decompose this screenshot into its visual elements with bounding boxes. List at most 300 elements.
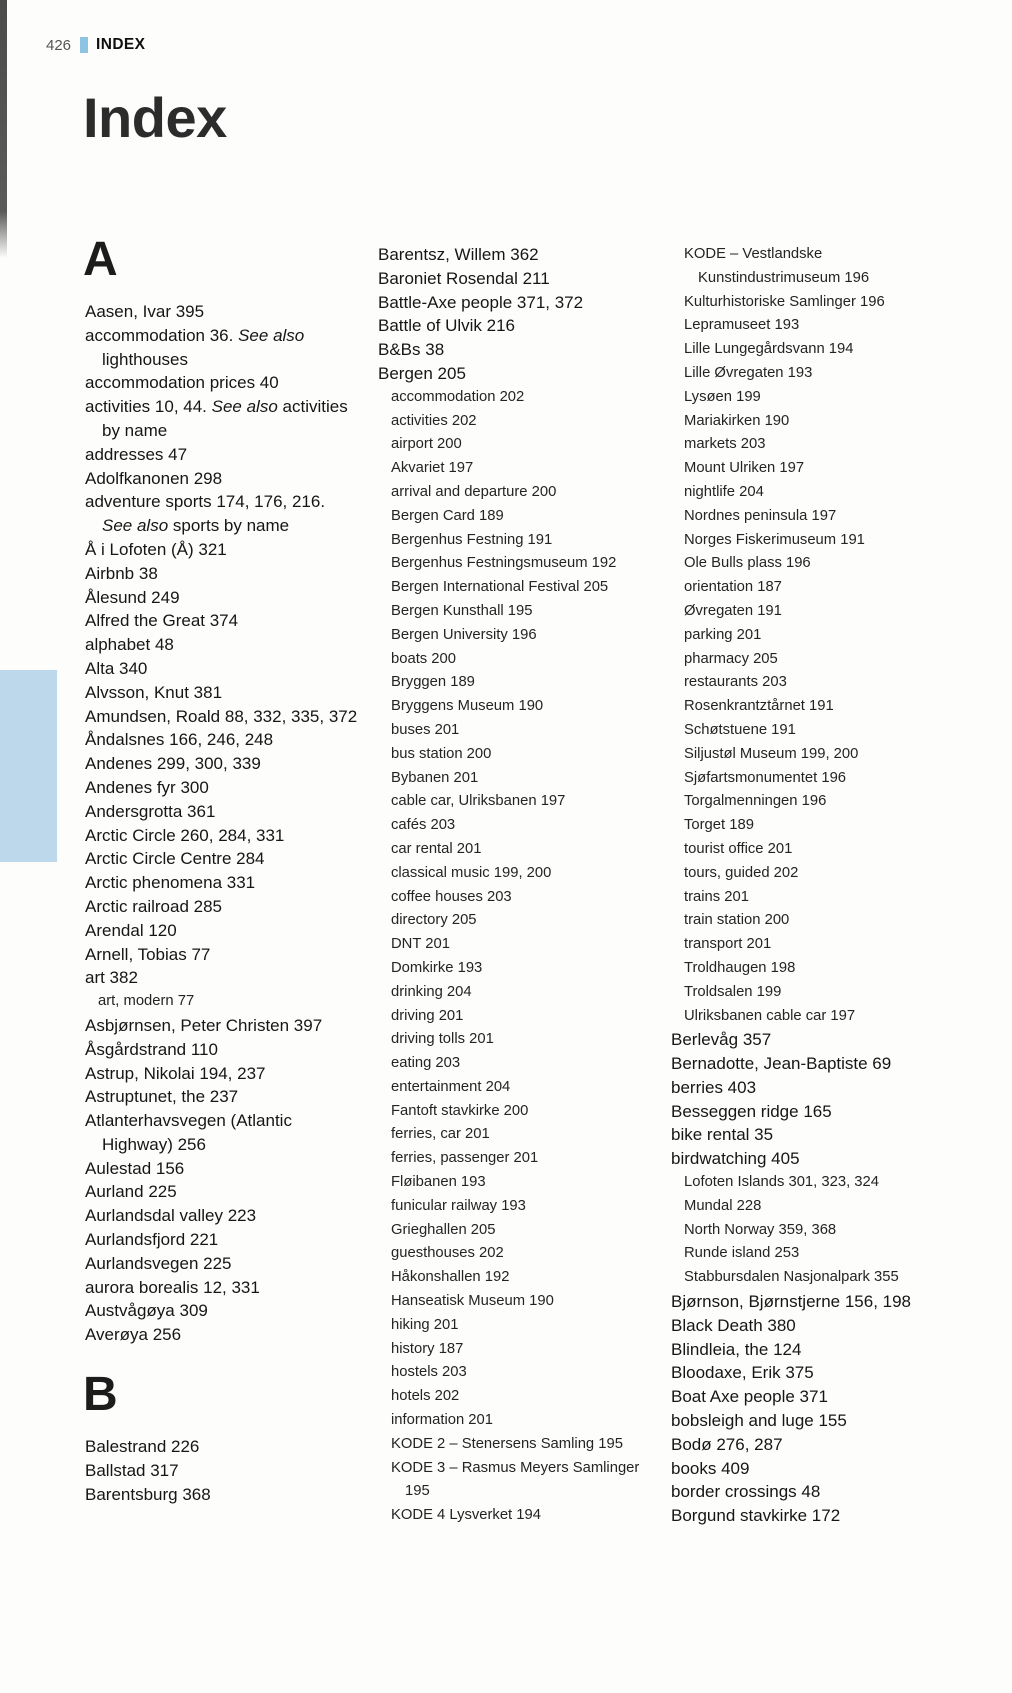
entry-text: Aasen, Ivar 395 xyxy=(85,302,205,321)
entry-text: Fantoft stavkirke 200 xyxy=(391,1102,529,1119)
entry-text: Bergen International Festival 205 xyxy=(391,579,609,596)
index-subentry xyxy=(391,767,671,791)
entry-text: Lofoten Islands 301, 323, 324 xyxy=(684,1174,879,1191)
index-entry xyxy=(85,371,378,395)
index-entry xyxy=(85,681,378,705)
entry-text: Arctic phenomena 331 xyxy=(85,873,256,893)
entry-text: Alvsson, Knut 381 xyxy=(85,682,223,702)
index-entry xyxy=(671,1361,964,1385)
entry-text: KODE 3 – Rasmus Meyers Samlinger 195 xyxy=(391,1459,640,1500)
entry-text: Asbjørnsen, Peter Christen 397 xyxy=(85,1015,323,1035)
entry-text: Sjøfartsmonumentet 196 xyxy=(684,769,847,786)
index-entry xyxy=(85,586,378,610)
entry-text: Airbnb 38 xyxy=(85,563,158,583)
entry-text: Aurlandsdal valley 223 xyxy=(85,1206,257,1226)
index-subentry xyxy=(684,433,964,457)
entry-text: parking 201 xyxy=(684,626,762,643)
index-subentry xyxy=(684,386,964,410)
entry-text: Blindleia, the 124 xyxy=(671,1339,802,1359)
index-subentry xyxy=(391,1100,671,1124)
entry-text: bike rental 35 xyxy=(671,1125,774,1145)
entry-text: boats 200 xyxy=(391,650,456,667)
index-entry xyxy=(85,871,378,895)
index-entry xyxy=(85,1435,378,1459)
entry-text: B&Bs 38 xyxy=(378,340,445,360)
entry-text: activities 10, 44. xyxy=(85,397,212,417)
index-subentry xyxy=(391,957,671,981)
entry-text: Battle-Axe people 371, 372 xyxy=(378,292,584,312)
entry-text: Bryggen 189 xyxy=(391,674,475,691)
index-entry xyxy=(85,324,378,372)
entry-text: Åsgårdstrand 110 xyxy=(85,1039,218,1059)
entry-text: KODE – Vestlandske Kunstindustrimuseum 196 xyxy=(684,246,870,286)
index-subentry xyxy=(684,743,964,767)
entry-text: Arnell, Tobias 77 xyxy=(85,944,211,964)
index-subentry xyxy=(684,1005,964,1029)
entry-text: Grieghallen 205 xyxy=(391,1221,496,1238)
entry-text: trains 201 xyxy=(684,888,749,905)
see-also-text: See also xyxy=(102,516,169,536)
index-entry xyxy=(85,1038,378,1062)
index-entry xyxy=(671,1290,964,1314)
index-subentry xyxy=(391,1361,671,1385)
entry-text: pharmacy 205 xyxy=(684,650,778,667)
entry-text: ferries, car 201 xyxy=(391,1126,490,1143)
entry-text: aurora borealis 12, 331 xyxy=(85,1277,260,1297)
index-subentry xyxy=(391,1409,671,1433)
entry-text: Lille Lungegårdsvann 194 xyxy=(684,341,854,358)
entry-text: Åndalsnes 166, 246, 248 xyxy=(85,730,274,750)
index-entry xyxy=(85,300,378,324)
entry-text: nightlife 204 xyxy=(684,483,764,500)
index-entry xyxy=(85,395,378,443)
entry-text: adventure sports 174, 176, 216. xyxy=(85,492,326,512)
index-entry xyxy=(671,1457,964,1481)
entry-text: Domkirke 193 xyxy=(391,959,483,976)
index-entry xyxy=(85,1109,378,1157)
entry-text: Austvågøya 309 xyxy=(85,1301,208,1321)
index-subentry xyxy=(391,481,671,505)
index-entry xyxy=(85,1062,378,1086)
entry-text: orientation 187 xyxy=(684,579,782,596)
entry-text: Troldhaugen 198 xyxy=(684,959,796,976)
entry-text: Rosenkrantztårnet 191 xyxy=(684,698,834,715)
index-entry xyxy=(85,752,378,776)
entry-text: Berlevåg 357 xyxy=(671,1030,772,1050)
index-subentry xyxy=(391,1076,671,1100)
index-entry xyxy=(85,1085,378,1109)
entry-text: Andenes 299, 300, 339 xyxy=(85,754,261,774)
entry-text: Øvregaten 191 xyxy=(684,602,782,619)
index-entry xyxy=(85,538,378,562)
index-entry xyxy=(85,1204,378,1228)
entry-text: North Norway 359, 368 xyxy=(684,1221,837,1238)
entry-text: berries 403 xyxy=(671,1077,757,1097)
index-subentry xyxy=(391,505,671,529)
entry-text: hostels 203 xyxy=(391,1364,467,1381)
index-subentry xyxy=(391,600,671,624)
index-subentry xyxy=(684,648,964,672)
index-entry xyxy=(671,1480,964,1504)
index-entry xyxy=(85,467,378,491)
index-subentry xyxy=(391,1242,671,1266)
index-column-1 xyxy=(83,233,378,1528)
index-entry xyxy=(85,705,378,729)
entry-text: Barentsz, Willem 362 xyxy=(378,245,539,264)
running-header-label: INDEX xyxy=(96,36,146,53)
entry-text: Alta 340 xyxy=(85,658,148,678)
index-subentry xyxy=(684,505,964,529)
entry-text: Arctic Circle 260, 284, 331 xyxy=(85,825,285,845)
entry-text: Mundal 228 xyxy=(684,1197,762,1214)
running-header xyxy=(46,36,145,54)
entry-text: Balestrand 226 xyxy=(85,1437,200,1457)
entry-text: Siljustøl Museum 199, 200 xyxy=(684,745,859,762)
index-subentry xyxy=(391,1028,671,1052)
entry-text: DNT 201 xyxy=(391,936,450,953)
index-subentry xyxy=(684,814,964,838)
entry-text: restaurants 203 xyxy=(684,674,787,691)
entry-text: books 409 xyxy=(671,1458,750,1478)
index-entry xyxy=(85,1276,378,1300)
index-entry xyxy=(671,1123,964,1147)
entry-text: Norges Fiskerimuseum 191 xyxy=(684,531,865,548)
entry-text: Ulriksbanen cable car 197 xyxy=(684,1007,856,1024)
entry-text: driving 201 xyxy=(391,1007,464,1024)
index-entry xyxy=(85,1323,378,1347)
entry-text: Besseggen ridge 165 xyxy=(671,1101,832,1121)
index-subentry xyxy=(391,576,671,600)
index-entry xyxy=(671,1028,964,1052)
entry-text: Torgalmenningen 196 xyxy=(684,793,827,810)
entry-text: Ballstad 317 xyxy=(85,1460,179,1480)
index-entry xyxy=(85,776,378,800)
index-subentry xyxy=(391,1052,671,1076)
entry-text: cafés 203 xyxy=(391,817,456,834)
index-entry xyxy=(671,1385,964,1409)
entry-text: funicular railway 193 xyxy=(391,1197,526,1214)
entry-text: Bergen Kunsthall 195 xyxy=(391,602,533,619)
entry-text: bus station 200 xyxy=(391,745,492,762)
index-entry xyxy=(378,243,671,267)
index-column-2 xyxy=(378,236,671,1528)
entry-text: art, modern 77 xyxy=(98,993,195,1010)
entry-text: arrival and departure 200 xyxy=(391,483,557,500)
entry-text: train station 200 xyxy=(684,912,790,929)
entry-text: Borgund stavkirke 172 xyxy=(671,1506,841,1526)
entry-text: sports by name xyxy=(168,516,290,536)
index-column-3 xyxy=(671,236,964,1528)
entry-text: Bloodaxe, Erik 375 xyxy=(671,1363,814,1383)
entry-text: addresses 47 xyxy=(85,444,188,464)
entry-text: Hanseatisk Museum 190 xyxy=(391,1293,554,1310)
entry-text: KODE 4 Lysverket 194 xyxy=(391,1507,541,1524)
entry-text: Baroniet Rosendal 211 xyxy=(378,268,550,288)
entry-text: accommodation 36. xyxy=(85,325,239,345)
index-subentry xyxy=(391,719,671,743)
entry-text: Troldsalen 199 xyxy=(684,983,782,1000)
index-subentry xyxy=(391,862,671,886)
index-subentry xyxy=(684,291,964,315)
entry-text: Bryggens Museum 190 xyxy=(391,698,544,715)
index-entry xyxy=(671,1076,964,1100)
entry-text: Bergenhus Festning 191 xyxy=(391,531,553,548)
index-subentry xyxy=(391,1457,671,1505)
entry-text: Alfred the Great 374 xyxy=(85,611,239,631)
index-subentry xyxy=(391,909,671,933)
see-also-text: See also xyxy=(238,325,305,345)
entry-text: Stabbursdalen Nasjonalpark 355 xyxy=(684,1269,899,1286)
entry-text: ferries, passenger 201 xyxy=(391,1150,539,1167)
index-subentry xyxy=(684,671,964,695)
section-letter-a: A xyxy=(83,233,118,286)
entry-text: activities by name xyxy=(102,397,348,440)
index-entry xyxy=(85,728,378,752)
index-subentry xyxy=(391,695,671,719)
entry-text: Bjørnson, Bjørnstjerne 156, 198 xyxy=(671,1292,912,1312)
entry-text: transport 201 xyxy=(684,936,772,953)
entry-text: drinking 204 xyxy=(391,983,472,1000)
index-subentry xyxy=(391,1433,671,1457)
index-entry xyxy=(85,1228,378,1252)
see-also-text: See also xyxy=(211,397,278,417)
entry-text: Bybanen 201 xyxy=(391,769,479,786)
entry-text: Akvariet 197 xyxy=(391,460,474,477)
entry-text: tours, guided 202 xyxy=(684,864,799,881)
index-subentry xyxy=(684,933,964,957)
index-entry xyxy=(85,800,378,824)
index-subentry xyxy=(391,1385,671,1409)
index-entry xyxy=(85,562,378,586)
index-subentry xyxy=(391,743,671,767)
index-subentry xyxy=(684,1266,964,1290)
entry-text: Bergen Card 189 xyxy=(391,507,504,524)
entry-text: Å i Lofoten (Å) 321 xyxy=(85,539,227,559)
entry-text: Aurland 225 xyxy=(85,1182,177,1202)
index-entry xyxy=(671,1338,964,1362)
entry-text: Atlanterhavsvegen (Atlantic Highway) 256 xyxy=(85,1111,292,1154)
index-subentry xyxy=(684,981,964,1005)
index-subentry xyxy=(391,386,671,410)
entry-text: Bodø 276, 287 xyxy=(671,1434,783,1454)
entry-text: coffee houses 203 xyxy=(391,888,512,905)
index-subentry xyxy=(684,1171,964,1195)
index-subentry xyxy=(684,1195,964,1219)
index-subentry xyxy=(391,1504,671,1528)
entry-text: Andersgrotta 361 xyxy=(85,801,216,821)
entry-text: accommodation prices 40 xyxy=(85,373,279,393)
index-subentry xyxy=(391,433,671,457)
index-entry xyxy=(85,824,378,848)
index-subentry xyxy=(391,1005,671,1029)
index-subentry xyxy=(391,981,671,1005)
entry-text: Torget 189 xyxy=(684,817,754,834)
index-subentry xyxy=(391,1290,671,1314)
entry-text: Nordnes peninsula 197 xyxy=(684,507,837,524)
entry-text: Ole Bulls plass 196 xyxy=(684,555,811,572)
entry-text: Boat Axe people 371 xyxy=(671,1387,828,1407)
entry-text: Bergenhus Festningsmuseum 192 xyxy=(391,555,617,572)
index-entry xyxy=(85,1299,378,1323)
index-entry xyxy=(85,1157,378,1181)
index-entry xyxy=(85,1014,378,1038)
entry-text: information 201 xyxy=(391,1412,493,1429)
index-subentry xyxy=(684,790,964,814)
index-entry xyxy=(85,1459,378,1483)
entry-text: Amundsen, Roald 88, 332, 335, 372 xyxy=(85,706,358,726)
entry-text: Arendal 120 xyxy=(85,920,177,940)
entry-text: Mount Ulriken 197 xyxy=(684,460,805,477)
index-entry xyxy=(378,314,671,338)
index-subentry xyxy=(684,529,964,553)
index-columns xyxy=(83,233,964,1528)
entry-text: Mariakirken 190 xyxy=(684,412,790,429)
page-edge-tab xyxy=(0,670,57,862)
index-subentry xyxy=(391,552,671,576)
index-entry xyxy=(85,1483,378,1507)
entry-text: Bergen 205 xyxy=(378,363,466,383)
index-subentry xyxy=(391,838,671,862)
index-subentry xyxy=(684,314,964,338)
entry-text: birdwatching 405 xyxy=(671,1149,800,1169)
entry-text: car rental 201 xyxy=(391,840,482,857)
entry-text: markets 203 xyxy=(684,436,766,453)
section-letter-b: B xyxy=(83,1368,118,1422)
index-subentry xyxy=(684,695,964,719)
entry-text: bobsleigh and luge 155 xyxy=(671,1411,847,1431)
index-entry xyxy=(671,1314,964,1338)
index-subentry xyxy=(391,886,671,910)
index-entry xyxy=(671,1100,964,1124)
entry-text: hiking 201 xyxy=(391,1316,459,1333)
entry-text: Ålesund 249 xyxy=(85,587,180,607)
index-subentry xyxy=(391,814,671,838)
index-subentry xyxy=(684,552,964,576)
page-edge-shadow xyxy=(0,0,7,258)
entry-text: Battle of Ulvik 216 xyxy=(378,316,516,336)
entry-text: buses 201 xyxy=(391,721,460,738)
entry-text: Lille Øvregaten 193 xyxy=(684,364,813,381)
index-entry xyxy=(85,1252,378,1276)
index-entry xyxy=(85,633,378,657)
entry-text: Håkonshallen 192 xyxy=(391,1269,510,1286)
index-entry xyxy=(378,338,671,362)
entry-text: lighthouses xyxy=(102,349,189,369)
index-subentry xyxy=(684,457,964,481)
index-subentry xyxy=(391,1338,671,1362)
entry-text: Bernadotte, Jean-Baptiste 69 xyxy=(671,1054,892,1074)
entry-text: art 382 xyxy=(85,968,138,988)
index-entry xyxy=(85,1180,378,1204)
index-accent-mark xyxy=(80,37,88,53)
index-entry xyxy=(378,362,671,386)
index-subentry xyxy=(391,624,671,648)
entry-text: Averøya 256 xyxy=(85,1325,182,1345)
entry-text: eating 203 xyxy=(391,1055,461,1072)
entry-text: entertainment 204 xyxy=(391,1078,511,1095)
index-subentry xyxy=(684,600,964,624)
entry-text: Adolfkanonen 298 xyxy=(85,468,223,488)
index-entry xyxy=(671,1504,964,1528)
index-subentry xyxy=(391,1266,671,1290)
index-subentry xyxy=(391,1147,671,1171)
index-subentry xyxy=(391,648,671,672)
index-subentry xyxy=(684,338,964,362)
entry-text: tourist office 201 xyxy=(684,840,793,857)
index-entry xyxy=(85,847,378,871)
page-number: 426 xyxy=(46,36,72,54)
entry-text: Runde island 253 xyxy=(684,1245,800,1262)
index-subentry xyxy=(684,957,964,981)
index-entry xyxy=(85,943,378,967)
entry-text: Astruptunet, the 237 xyxy=(85,1087,239,1107)
index-subentry xyxy=(684,576,964,600)
page-title: Index xyxy=(83,86,227,149)
index-entry xyxy=(85,919,378,943)
index-entry xyxy=(85,443,378,467)
index-subentry xyxy=(391,671,671,695)
index-subentry xyxy=(684,909,964,933)
index-entry xyxy=(671,1409,964,1433)
index-subentry xyxy=(391,1123,671,1147)
index-subentry xyxy=(391,1219,671,1243)
index-entry xyxy=(85,895,378,919)
index-subentry xyxy=(684,243,964,291)
index-subentry xyxy=(684,481,964,505)
entry-text: driving tolls 201 xyxy=(391,1031,494,1048)
index-subentry xyxy=(391,1314,671,1338)
entry-text: guesthouses 202 xyxy=(391,1245,504,1262)
entry-text: accommodation 202 xyxy=(391,388,525,405)
index-entry xyxy=(85,490,378,538)
entry-text: Fløibanen 193 xyxy=(391,1174,486,1191)
index-entry xyxy=(671,1433,964,1457)
entry-text: Aurlandsvegen 225 xyxy=(85,1253,232,1273)
index-subentry xyxy=(684,1219,964,1243)
index-subentry xyxy=(684,767,964,791)
index-entry xyxy=(85,609,378,633)
index-subentry xyxy=(391,790,671,814)
index-subentry xyxy=(391,529,671,553)
entry-text: Lysøen 199 xyxy=(684,388,761,405)
index-subentry xyxy=(684,862,964,886)
entry-text: Barentsburg 368 xyxy=(85,1484,211,1504)
index-entry xyxy=(85,657,378,681)
index-subentry xyxy=(684,624,964,648)
index-subentry xyxy=(391,933,671,957)
index-subentry xyxy=(684,410,964,434)
index-entry xyxy=(671,1147,964,1171)
entry-text: KODE 2 – Stenersens Samling 195 xyxy=(391,1435,623,1452)
entry-text: alphabet 48 xyxy=(85,635,174,655)
entry-text: border crossings 48 xyxy=(671,1482,821,1502)
index-subentry xyxy=(391,457,671,481)
entry-text: Arctic Circle Centre 284 xyxy=(85,849,265,869)
index-subentry xyxy=(391,1171,671,1195)
entry-text: directory 205 xyxy=(391,912,477,929)
index-subentry xyxy=(684,1242,964,1266)
entry-text: cable car, Ulriksbanen 197 xyxy=(391,793,566,810)
index-entry xyxy=(85,966,378,990)
index-entry xyxy=(671,1052,964,1076)
entry-text: Bergen University 196 xyxy=(391,626,537,643)
index-entry xyxy=(378,267,671,291)
entry-text: Aurlandsfjord 221 xyxy=(85,1230,219,1250)
index-subentry xyxy=(98,990,378,1014)
entry-text: Schøtstuene 191 xyxy=(684,721,796,738)
index-entry xyxy=(378,291,671,315)
index-subentry xyxy=(391,410,671,434)
